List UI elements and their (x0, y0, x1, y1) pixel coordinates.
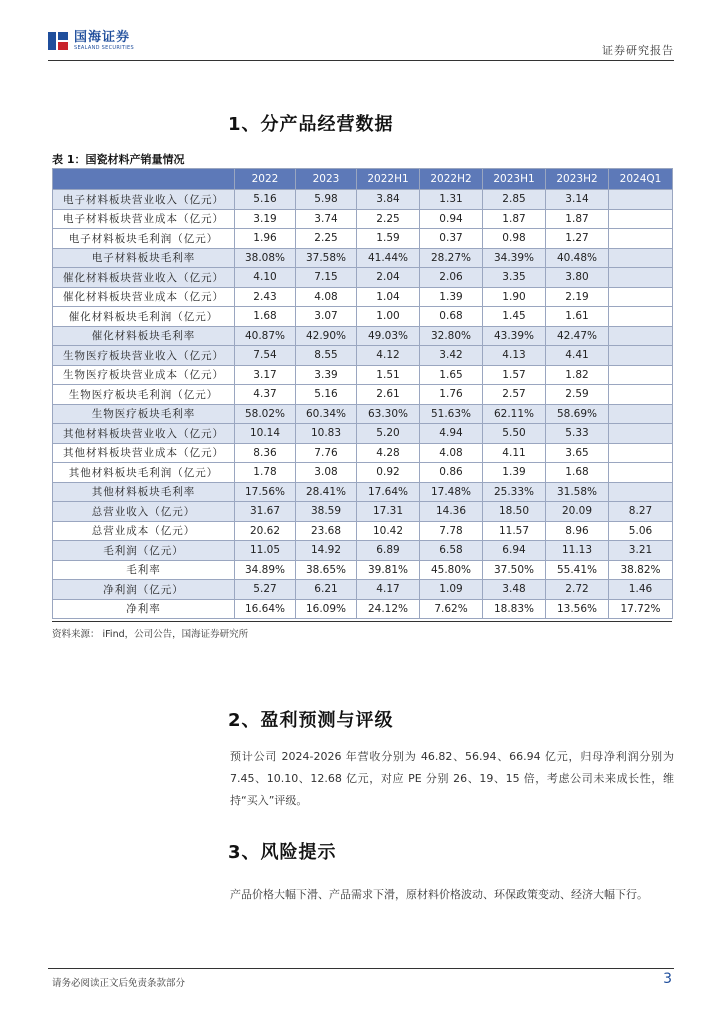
data-cell: 63.30% (357, 404, 420, 424)
data-cell (609, 287, 673, 307)
data-cell: 6.89 (357, 541, 420, 561)
data-cell: 31.67 (235, 502, 296, 522)
data-cell: 2.85 (483, 190, 546, 210)
data-cell: 34.89% (235, 560, 296, 580)
table-row (53, 463, 673, 483)
data-cell: 40.87% (235, 326, 296, 346)
table-header-row (53, 169, 673, 190)
data-cell: 60.34% (296, 404, 357, 424)
data-cell: 1.78 (235, 463, 296, 483)
table-row (53, 502, 673, 522)
page-header (48, 28, 674, 58)
data-cell: 45.80% (420, 560, 483, 580)
data-cell: 4.08 (420, 443, 483, 463)
data-cell: 37.50% (483, 560, 546, 580)
data-cell: 7.76 (296, 443, 357, 463)
column-header: 2023 (296, 169, 357, 190)
data-cell: 18.50 (483, 502, 546, 522)
data-cell: 2.25 (296, 229, 357, 249)
row-label: 总营业收入（亿元） (53, 502, 235, 522)
row-label: 其他材料板块营业成本（亿元） (53, 443, 235, 463)
data-cell (609, 229, 673, 249)
data-cell: 10.83 (296, 424, 357, 444)
data-cell: 38.08% (235, 248, 296, 268)
table-row (53, 521, 673, 541)
data-cell: 8.27 (609, 502, 673, 522)
data-cell: 1.57 (483, 365, 546, 385)
data-cell: 1.09 (420, 580, 483, 600)
data-cell: 1.39 (483, 463, 546, 483)
data-cell: 38.65% (296, 560, 357, 580)
data-cell: 5.20 (357, 424, 420, 444)
data-cell: 28.27% (420, 248, 483, 268)
data-cell: 3.80 (546, 268, 609, 288)
table-row (53, 404, 673, 424)
data-cell: 34.39% (483, 248, 546, 268)
data-cell (609, 365, 673, 385)
row-label: 电子材料板块营业成本（亿元） (53, 209, 235, 229)
data-cell: 6.58 (420, 541, 483, 561)
data-cell: 2.43 (235, 287, 296, 307)
data-cell (609, 268, 673, 288)
data-cell (609, 190, 673, 210)
data-cell: 1.76 (420, 385, 483, 405)
table-row (53, 190, 673, 210)
data-cell: 5.33 (546, 424, 609, 444)
data-cell: 18.83% (483, 599, 546, 619)
data-cell: 14.36 (420, 502, 483, 522)
data-cell: 17.31 (357, 502, 420, 522)
data-cell: 11.57 (483, 521, 546, 541)
data-cell: 62.11% (483, 404, 546, 424)
column-header-corner (53, 169, 235, 190)
earnings-forecast-paragraph: 预计公司 2024-2026 年营收分别为 46.82、56.94、66.94 亿元，归母净利润分别为 7.45、10.10、12.68 亿元，对应 PE 分别 26、19、15 倍，考虑公司未来成长性，维持“买入”评级。 (230, 750, 674, 807)
data-cell: 0.94 (420, 209, 483, 229)
data-cell: 3.21 (609, 541, 673, 561)
data-cell: 3.35 (483, 268, 546, 288)
data-cell: 4.37 (235, 385, 296, 405)
data-cell: 37.58% (296, 248, 357, 268)
data-cell: 3.74 (296, 209, 357, 229)
section-3-title: 3、风险提示 (228, 842, 337, 863)
data-cell: 7.54 (235, 346, 296, 366)
table-row (53, 209, 673, 229)
data-cell: 24.12% (357, 599, 420, 619)
table-row (53, 326, 673, 346)
data-cell: 4.41 (546, 346, 609, 366)
column-header: 2023H2 (546, 169, 609, 190)
data-cell: 8.36 (235, 443, 296, 463)
data-cell: 5.06 (609, 521, 673, 541)
data-cell (609, 385, 673, 405)
row-label: 其他材料板块毛利率 (53, 482, 235, 502)
data-cell: 16.64% (235, 599, 296, 619)
table-row (53, 248, 673, 268)
data-cell: 1.00 (357, 307, 420, 327)
row-label: 毛利率 (53, 560, 235, 580)
data-cell: 42.90% (296, 326, 357, 346)
row-label: 毛利润（亿元） (53, 541, 235, 561)
data-cell: 20.09 (546, 502, 609, 522)
data-cell: 58.02% (235, 404, 296, 424)
row-label: 催化材料板块毛利率 (53, 326, 235, 346)
data-cell (609, 424, 673, 444)
data-cell: 1.04 (357, 287, 420, 307)
data-cell: 28.41% (296, 482, 357, 502)
data-cell: 1.87 (483, 209, 546, 229)
data-cell: 39.81% (357, 560, 420, 580)
row-label: 生物医疗板块营业收入（亿元） (53, 346, 235, 366)
data-cell: 1.27 (546, 229, 609, 249)
row-label: 净利润（亿元） (53, 580, 235, 600)
table-row (53, 560, 673, 580)
data-cell: 6.21 (296, 580, 357, 600)
data-cell: 3.07 (296, 307, 357, 327)
data-cell: 4.11 (483, 443, 546, 463)
data-cell: 31.58% (546, 482, 609, 502)
data-cell: 7.62% (420, 599, 483, 619)
data-cell: 3.08 (296, 463, 357, 483)
table-row (53, 541, 673, 561)
data-cell: 1.59 (357, 229, 420, 249)
table-row (53, 599, 673, 619)
data-cell: 14.92 (296, 541, 357, 561)
logo-mark-icon (48, 30, 70, 52)
data-cell: 8.96 (546, 521, 609, 541)
data-cell (609, 346, 673, 366)
data-cell (609, 463, 673, 483)
data-cell: 20.62 (235, 521, 296, 541)
data-cell: 3.42 (420, 346, 483, 366)
data-cell: 51.63% (420, 404, 483, 424)
row-label: 电子材料板块营业收入（亿元） (53, 190, 235, 210)
data-cell: 7.78 (420, 521, 483, 541)
data-cell: 1.68 (235, 307, 296, 327)
table-row (53, 346, 673, 366)
data-cell: 1.31 (420, 190, 483, 210)
data-cell: 7.15 (296, 268, 357, 288)
data-cell: 4.12 (357, 346, 420, 366)
row-label: 电子材料板块毛利润（亿元） (53, 229, 235, 249)
table-row (53, 580, 673, 600)
column-header: 2022H1 (357, 169, 420, 190)
table-row (53, 365, 673, 385)
column-header: 2022H2 (420, 169, 483, 190)
table-row (53, 482, 673, 502)
column-header: 2023H1 (483, 169, 546, 190)
data-cell: 25.33% (483, 482, 546, 502)
data-cell: 5.98 (296, 190, 357, 210)
data-cell: 41.44% (357, 248, 420, 268)
row-label: 总营业成本（亿元） (53, 521, 235, 541)
data-cell: 40.48% (546, 248, 609, 268)
data-cell (609, 404, 673, 424)
data-cell: 10.14 (235, 424, 296, 444)
data-cell: 3.84 (357, 190, 420, 210)
column-header: 2022 (235, 169, 296, 190)
row-label: 催化材料板块毛利润（亿元） (53, 307, 235, 327)
data-cell: 4.94 (420, 424, 483, 444)
data-cell: 43.39% (483, 326, 546, 346)
table-source-note: 资料来源： iFind，公司公告，国海证券研究所 (52, 629, 249, 640)
data-cell: 3.19 (235, 209, 296, 229)
data-cell: 1.68 (546, 463, 609, 483)
row-label: 其他材料板块营业收入（亿元） (53, 424, 235, 444)
data-cell: 10.42 (357, 521, 420, 541)
table-row (53, 229, 673, 249)
section-2-title: 2、盈利预测与评级 (228, 710, 394, 731)
column-header: 2024Q1 (609, 169, 673, 190)
data-cell: 1.39 (420, 287, 483, 307)
data-cell: 0.92 (357, 463, 420, 483)
data-cell: 49.03% (357, 326, 420, 346)
data-cell: 4.10 (235, 268, 296, 288)
data-cell: 4.28 (357, 443, 420, 463)
data-cell: 1.51 (357, 365, 420, 385)
row-label: 生物医疗板块营业成本（亿元） (53, 365, 235, 385)
data-cell: 23.68 (296, 521, 357, 541)
data-cell: 1.46 (609, 580, 673, 600)
table-caption: 表 1：国瓷材料产销量情况 (52, 153, 185, 166)
data-cell: 6.94 (483, 541, 546, 561)
data-cell: 3.48 (483, 580, 546, 600)
data-cell (609, 307, 673, 327)
data-cell (609, 209, 673, 229)
data-cell: 2.04 (357, 268, 420, 288)
row-label: 电子材料板块毛利率 (53, 248, 235, 268)
data-cell: 38.59 (296, 502, 357, 522)
logo-english-name: SEALAND SECURITIES (74, 45, 134, 51)
data-cell: 0.86 (420, 463, 483, 483)
data-cell: 1.65 (420, 365, 483, 385)
data-cell: 32.80% (420, 326, 483, 346)
data-cell: 58.69% (546, 404, 609, 424)
data-cell: 1.96 (235, 229, 296, 249)
data-cell (609, 248, 673, 268)
data-cell: 8.55 (296, 346, 357, 366)
header-divider (48, 60, 674, 61)
data-cell: 2.61 (357, 385, 420, 405)
data-cell: 1.90 (483, 287, 546, 307)
data-cell: 17.64% (357, 482, 420, 502)
footer-disclaimer: 请务必阅读正文后免责条款部分 (52, 978, 186, 989)
page-number: 3 (663, 971, 672, 987)
data-cell: 1.45 (483, 307, 546, 327)
data-cell: 5.50 (483, 424, 546, 444)
row-label: 生物医疗板块毛利率 (53, 404, 235, 424)
table-row (53, 443, 673, 463)
table-row (53, 268, 673, 288)
data-cell: 38.82% (609, 560, 673, 580)
sales-data-table (52, 168, 673, 619)
data-cell (609, 326, 673, 346)
data-cell: 17.48% (420, 482, 483, 502)
company-logo (48, 30, 134, 52)
data-cell: 1.82 (546, 365, 609, 385)
data-cell: 2.57 (483, 385, 546, 405)
data-cell: 2.25 (357, 209, 420, 229)
data-cell: 3.39 (296, 365, 357, 385)
data-cell: 3.17 (235, 365, 296, 385)
data-cell: 0.37 (420, 229, 483, 249)
data-cell: 2.19 (546, 287, 609, 307)
data-cell: 11.05 (235, 541, 296, 561)
data-cell (609, 443, 673, 463)
data-cell: 5.16 (235, 190, 296, 210)
section-1-title: 1、分产品经营数据 (228, 114, 394, 135)
data-cell: 2.72 (546, 580, 609, 600)
row-label: 催化材料板块营业收入（亿元） (53, 268, 235, 288)
data-cell: 11.13 (546, 541, 609, 561)
data-cell: 13.56% (546, 599, 609, 619)
data-cell: 0.68 (420, 307, 483, 327)
data-cell: 55.41% (546, 560, 609, 580)
data-cell: 17.72% (609, 599, 673, 619)
data-cell: 3.14 (546, 190, 609, 210)
row-label: 催化材料板块营业成本（亿元） (53, 287, 235, 307)
table-bottom-rule (52, 621, 672, 622)
data-cell (609, 482, 673, 502)
table-row (53, 385, 673, 405)
data-cell: 17.56% (235, 482, 296, 502)
report-type-label: 证券研究报告 (602, 44, 674, 57)
data-cell: 1.61 (546, 307, 609, 327)
footer-divider (48, 968, 674, 969)
data-cell: 4.08 (296, 287, 357, 307)
risk-warning-paragraph: 产品价格大幅下滑、产品需求下滑，原材料价格波动、环保政策变动、经济大幅下行。 (230, 888, 648, 901)
data-cell: 2.59 (546, 385, 609, 405)
data-cell: 5.27 (235, 580, 296, 600)
data-cell: 5.16 (296, 385, 357, 405)
data-cell: 42.47% (546, 326, 609, 346)
data-cell: 3.65 (546, 443, 609, 463)
logo-chinese-name: 国海证券 (74, 30, 131, 45)
data-cell: 0.98 (483, 229, 546, 249)
row-label: 其他材料板块毛利润（亿元） (53, 463, 235, 483)
data-cell: 16.09% (296, 599, 357, 619)
data-cell: 4.13 (483, 346, 546, 366)
data-cell: 1.87 (546, 209, 609, 229)
table-row (53, 287, 673, 307)
table-row (53, 424, 673, 444)
row-label: 净利率 (53, 599, 235, 619)
data-cell: 4.17 (357, 580, 420, 600)
table-row (53, 307, 673, 327)
data-cell: 2.06 (420, 268, 483, 288)
row-label: 生物医疗板块毛利润（亿元） (53, 385, 235, 405)
